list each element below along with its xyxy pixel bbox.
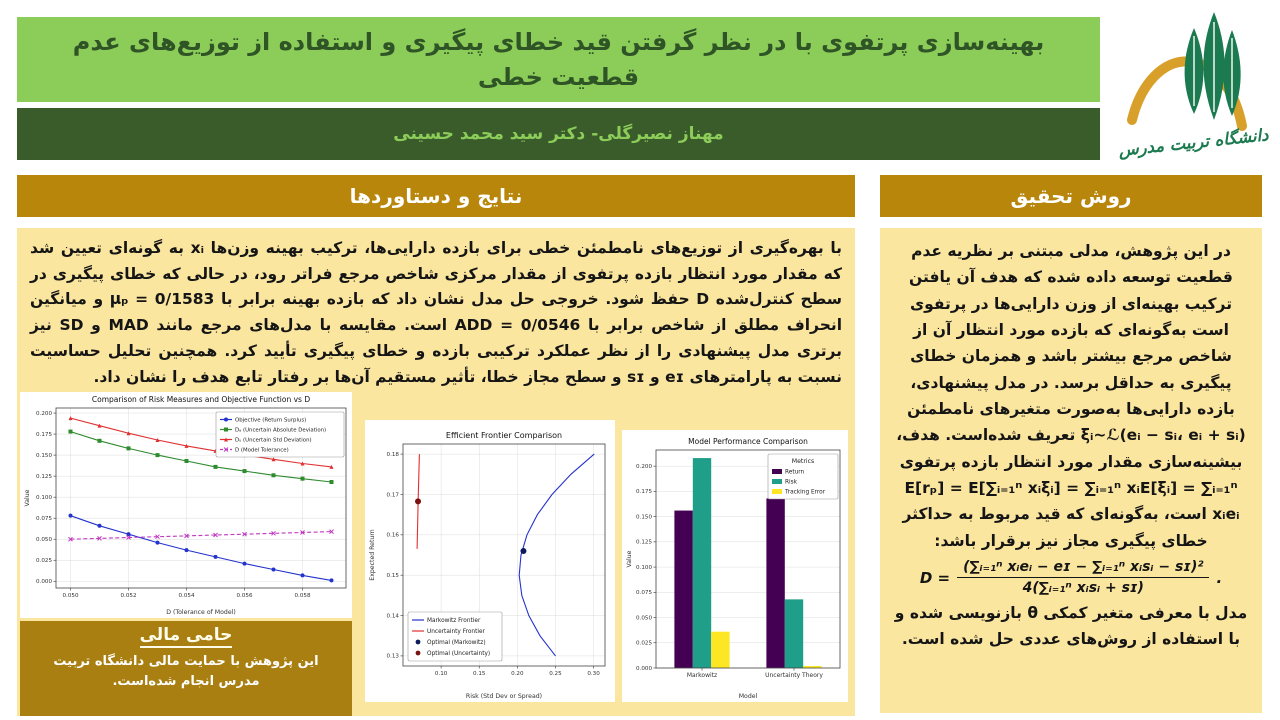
svg-text:Risk: Risk xyxy=(785,479,798,486)
svg-text:Return: Return xyxy=(785,469,805,476)
svg-text:0.125: 0.125 xyxy=(35,473,52,480)
svg-text:0.000: 0.000 xyxy=(35,579,52,586)
svg-text:0.050: 0.050 xyxy=(62,593,79,599)
university-logo-graphic xyxy=(1118,2,1270,164)
authors: مهناز نصیرگلی- دکتر سید محمد حسینی xyxy=(393,124,724,144)
method-outro: مدل با معرفی متغیر کمکی θ بازنویسی شده و با استفاده از روش‌های عددی حل شده است. xyxy=(894,604,1248,649)
svg-text:0.052: 0.052 xyxy=(120,593,137,599)
svg-text:0.14: 0.14 xyxy=(386,613,399,620)
results-text: با بهره‌گیری از توزیع‌های نامطمئن خطی برای بازده دارایی‌ها، ترکیب بهینه وزن‌ها xᵢ به گونه‌ای تعیین شد که مقدار مورد انتظار بازده پرتفوی از مقدار مرکزی شاخص مرجع فراتر رود، در حالی که خطای پیگیری در سطح کنترل‌شده D حفظ شود. خروجی حل مدل نشان داد که بازده بهینه برابر با μₚ = 0/1583 و میانگین انحراف مطلق از شاخص برابر با ADD = 0/0546 است. مقایسه با مدل‌های مرجع مانند MAD و SD نیز برتری مدل پیشنهادی را از نظر عملکرد ترکیبی بازده و خطای پیگیری تأیید کرد. همچنین تحلیل حساسیت نسبت به پارامترهای eɪ و sɪ و سطح مجاز خطا، تأثیر مستقیم آن‌ها بر رفتار تابع هدف را نشان داد. xyxy=(30,239,843,386)
svg-text:0.150: 0.150 xyxy=(35,452,52,459)
svg-text:Value: Value xyxy=(24,489,31,507)
formula-denominator: 4(∑ᵢ₌₁ⁿ xᵢsᵢ + sɪ) xyxy=(1022,580,1144,597)
poster-title-box xyxy=(17,17,1100,102)
svg-text:0.30: 0.30 xyxy=(587,671,600,677)
svg-text:0.150: 0.150 xyxy=(635,514,652,521)
figure-model-performance xyxy=(622,430,848,702)
method-intro: در این پژوهش، مدلی مبتنی بر نظریه عدم قطعیت توسعه داده شده که هدف آن یافتن ترکیب بهینه‌ای از وزن دارایی‌ها در پرتفوی است به‌گونه‌ای که بازده مورد انتظار آن از شاخص مرجع بیشتر باشد و همزمان خطای پیگیری به حداقل برسد. در مدل پیشنهادی، بازده دارایی‌ها به‌صورت متغیرهای نامطمئن ξᵢ~ℒ(eᵢ − sᵢ، eᵢ + sᵢ) تعریف شده‌است. هدف، بیشینه‌سازی مقدار مورد انتظار بازده پرتفوی E[rₚ] = E[∑ᵢ₌₁ⁿ xᵢξᵢ] = ∑ᵢ₌₁ⁿ xᵢE[ξᵢ] = ∑ᵢ₌₁ⁿ xᵢeᵢ است، به‌گونه‌ای که قید مربوط به حداکثر خطای پیگیری مجاز نیز برقرار باشد: xyxy=(896,242,1246,550)
svg-text:Risk (Std Dev or Spread): Risk (Std Dev or Spread) xyxy=(465,693,543,700)
figure-risk-measures-vs-d xyxy=(20,392,352,618)
chart-canvas xyxy=(622,430,848,702)
svg-text:0.056: 0.056 xyxy=(236,593,253,599)
svg-text:0.100: 0.100 xyxy=(635,564,652,571)
results-section-header xyxy=(17,175,855,217)
tracking-error-formula xyxy=(880,559,1262,596)
svg-text:Optimal (Markowitz): Optimal (Markowitz) xyxy=(427,640,486,646)
svg-text:0.025: 0.025 xyxy=(35,558,52,565)
svg-text:Uncertainty Frontier: Uncertainty Frontier xyxy=(427,629,485,635)
university-name: دانشگاه تربیت مدرس xyxy=(1118,125,1270,160)
svg-text:0.16: 0.16 xyxy=(386,532,399,539)
svg-text:0.10: 0.10 xyxy=(434,671,448,677)
svg-text:0.20: 0.20 xyxy=(511,671,524,677)
svg-text:Model Performance Comparison: Model Performance Comparison xyxy=(688,437,808,446)
university-logo xyxy=(1118,2,1270,164)
sponsor-header: حامی مالی xyxy=(140,625,233,648)
svg-text:0.025: 0.025 xyxy=(635,640,652,647)
formula-lhs: D = xyxy=(919,568,951,587)
results-header-label: نتایج و دستاوردها xyxy=(349,184,523,208)
svg-text:0.15: 0.15 xyxy=(386,572,399,579)
method-header-label: روش تحقیق xyxy=(1010,184,1132,208)
formula-suffix: . xyxy=(1216,568,1223,587)
sponsor-text: این پژوهش با حمایت مالی دانشگاه تربیت مدرس انجام شده‌است. xyxy=(53,654,319,690)
svg-text:0.175: 0.175 xyxy=(635,489,652,496)
svg-text:D (Tolerance of Model): D (Tolerance of Model) xyxy=(166,609,236,616)
svg-text:0.075: 0.075 xyxy=(635,590,652,597)
svg-text:0.050: 0.050 xyxy=(35,537,52,544)
method-section-header xyxy=(880,175,1262,217)
svg-text:0.075: 0.075 xyxy=(35,515,52,522)
formula-fraction xyxy=(957,559,1209,596)
svg-text:0.200: 0.200 xyxy=(35,410,52,417)
formula-numerator: (∑ᵢ₌₁ⁿ xᵢeᵢ − eɪ − ∑ᵢ₌₁ⁿ xᵢsᵢ − sɪ)² xyxy=(957,559,1209,578)
svg-text:Value: Value xyxy=(626,550,633,568)
svg-text:Expected Return: Expected Return xyxy=(369,529,376,581)
poster-title: بهینه‌سازی پرتفوی با در نظر گرفتن قید خطای پیگیری و استفاده از توزیع‌های عدم قطعیت خطی xyxy=(72,27,1045,91)
authors-bar xyxy=(17,108,1100,160)
svg-text:0.054: 0.054 xyxy=(178,593,195,599)
svg-text:0.125: 0.125 xyxy=(635,539,652,546)
svg-text:Markowitz: Markowitz xyxy=(686,672,718,679)
svg-text:Markowitz Frontier: Markowitz Frontier xyxy=(427,618,481,624)
svg-text:0.200: 0.200 xyxy=(635,463,652,470)
svg-text:Tracking Error: Tracking Error xyxy=(785,489,826,496)
chart-canvas xyxy=(365,420,615,702)
svg-text:Uncertainty Theory: Uncertainty Theory xyxy=(765,672,823,679)
svg-text:Efficient Frontier Comparison: Efficient Frontier Comparison xyxy=(445,431,563,440)
svg-text:0.100: 0.100 xyxy=(35,494,52,501)
svg-text:0.175: 0.175 xyxy=(35,431,52,438)
svg-text:Dᵤ (Uncertain Std Deviation): Dᵤ (Uncertain Std Deviation) xyxy=(235,437,312,444)
sponsor-box xyxy=(20,621,352,716)
svg-text:Optimal (Uncertainty): Optimal (Uncertainty) xyxy=(427,651,491,657)
method-panel xyxy=(880,228,1262,713)
svg-text:0.18: 0.18 xyxy=(386,451,399,458)
chart-canvas xyxy=(20,392,352,618)
figure-efficient-frontier xyxy=(365,420,615,702)
svg-text:D (Model Tolerance): D (Model Tolerance) xyxy=(235,447,289,454)
svg-text:0.058: 0.058 xyxy=(294,593,311,599)
svg-text:Dₐ (Uncertain Absolute Deviati: Dₐ (Uncertain Absolute Deviation) xyxy=(235,427,327,434)
svg-text:0.25: 0.25 xyxy=(549,671,562,677)
svg-text:Objective (Return Surplus): Objective (Return Surplus) xyxy=(235,417,307,424)
svg-text:0.000: 0.000 xyxy=(635,665,652,672)
svg-text:0.17: 0.17 xyxy=(386,492,399,499)
svg-text:0.15: 0.15 xyxy=(472,671,486,677)
svg-text:Model: Model xyxy=(738,693,758,700)
svg-text:0.13: 0.13 xyxy=(386,653,399,660)
svg-text:0.050: 0.050 xyxy=(635,615,652,622)
svg-text:Metrics: Metrics xyxy=(791,458,815,465)
svg-text:Comparison of Risk Measures an: Comparison of Risk Measures and Objective Function vs D xyxy=(91,395,311,404)
